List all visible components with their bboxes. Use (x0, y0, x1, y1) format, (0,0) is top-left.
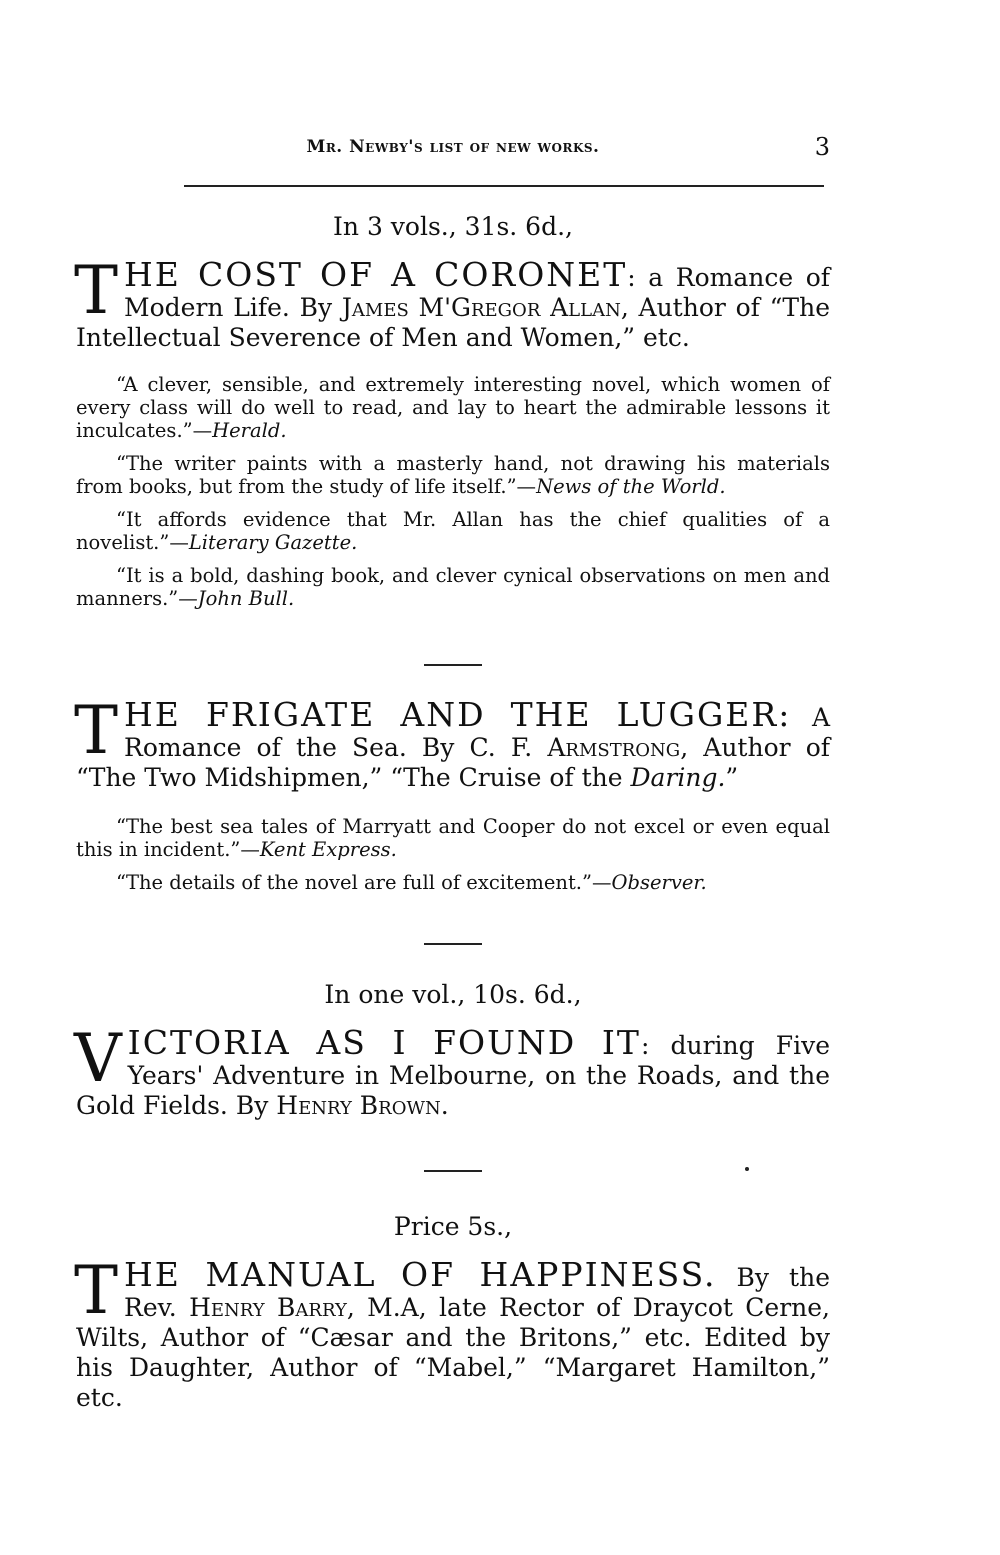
author-name: Henry Barry (189, 1293, 347, 1322)
drop-cap: V (74, 1020, 122, 1097)
section-rule (424, 943, 482, 945)
quote-source: Herald. (212, 419, 287, 442)
title-line2: A Romance of the Sea. By C. F. (124, 703, 831, 762)
entry-title (74, 1252, 830, 1413)
page-number: 3 (814, 133, 830, 161)
quote-source: News of the World. (536, 475, 726, 498)
running-head (76, 133, 830, 165)
title-italic: Daring. (630, 763, 726, 792)
quote-text: “The best sea tales of Marryatt and Cooper do not excel or even equal this in incident.”— (76, 815, 830, 861)
quote-source: Kent Express. (259, 838, 397, 861)
title-rest: : a Romance of (627, 263, 831, 292)
title-line2: Five Years' Adventure in Melbourne, on the Roads, and the Gold Fields. By (76, 1031, 830, 1120)
header-rule (184, 185, 824, 187)
entry-title (74, 1020, 830, 1121)
quote-source: Literary Gazette. (188, 531, 358, 554)
entry-manual-of-happiness (76, 1212, 830, 1413)
title-caps: ICTORIA AS I FOUND IT (127, 1023, 641, 1062)
review-quote (76, 564, 830, 610)
title-line2: Modern Life. By (124, 293, 342, 322)
title-caps: HE FRIGATE AND THE LUGGER (124, 695, 779, 734)
running-title: Mr. Newby's list of new works. (306, 137, 600, 157)
section-rule (424, 664, 482, 666)
title-line2-rest: . (440, 1091, 449, 1120)
title-line2-end: ” (725, 763, 739, 792)
drop-cap: T (74, 1252, 119, 1329)
entry-cost-of-a-coronet (76, 212, 830, 620)
title-line2-rest: , M.A, late Rector of Draycot Cerne, Wilts, Author of “Cæsar and the Britons,” etc. Edited by his Daughter, Author of “Mabel,” “Margaret Hamilton,” etc. (76, 1293, 830, 1412)
title-line2-rest: , Author of “The Intellectual Severence of Men and Women,” etc. (76, 293, 830, 352)
title-caps: HE COST OF A CORONET (124, 255, 628, 294)
review-quote (76, 452, 830, 498)
author-name: James M'Gregor Allan (341, 293, 621, 322)
quote-text: “It affords evidence that Mr. Allan has the chief qualities of a novelist.”— (76, 508, 830, 554)
reviews (76, 373, 830, 610)
quote-text: “A clever, sensible, and extremely interesting novel, which women of every class will do well to read, and lay to heart the admirable lessons it inculcates.”— (76, 373, 830, 442)
author-name: Armstrong (547, 733, 681, 762)
review-quote (76, 815, 830, 861)
author-name: Henry Brown (276, 1091, 441, 1120)
quote-source: Observer. (611, 871, 707, 894)
entry-victoria-as-i-found-it (76, 980, 830, 1121)
drop-cap: T (74, 692, 119, 769)
entry-price: Price 5s., (393, 1212, 513, 1241)
review-quote (76, 373, 830, 442)
review-quote (76, 871, 830, 894)
title-rest: : (778, 695, 792, 734)
title-rest: : during (640, 1031, 755, 1060)
drop-cap: T (74, 252, 119, 329)
title-line2-rest: , Author of “The Two Midshipmen,” “The Cruise of the (76, 733, 831, 792)
entry-frigate-and-lugger (74, 692, 831, 904)
title-caps: HE MANUAL OF HAPPINESS. (124, 1255, 717, 1294)
quote-source: John Bull. (197, 587, 295, 610)
entry-title (74, 252, 831, 353)
quote-text: “It is a bold, dashing book, and clever cynical observations on men and manners.”— (76, 564, 830, 610)
entry-price: In one vol., 10s. 6d., (324, 980, 582, 1009)
review-quote (76, 508, 830, 554)
section-rule (424, 1170, 482, 1172)
entry-price: In 3 vols., 31s. 6d., (333, 212, 573, 241)
ink-dot (745, 1167, 749, 1171)
quote-text: “The details of the novel are full of excitement.”— (116, 871, 612, 894)
title-line2: By the Rev. (124, 1263, 830, 1322)
entry-title (74, 692, 831, 793)
quote-text: “The writer paints with a masterly hand, not drawing his materials from books, but from the study of life itself.”— (76, 452, 830, 498)
reviews (76, 815, 830, 894)
